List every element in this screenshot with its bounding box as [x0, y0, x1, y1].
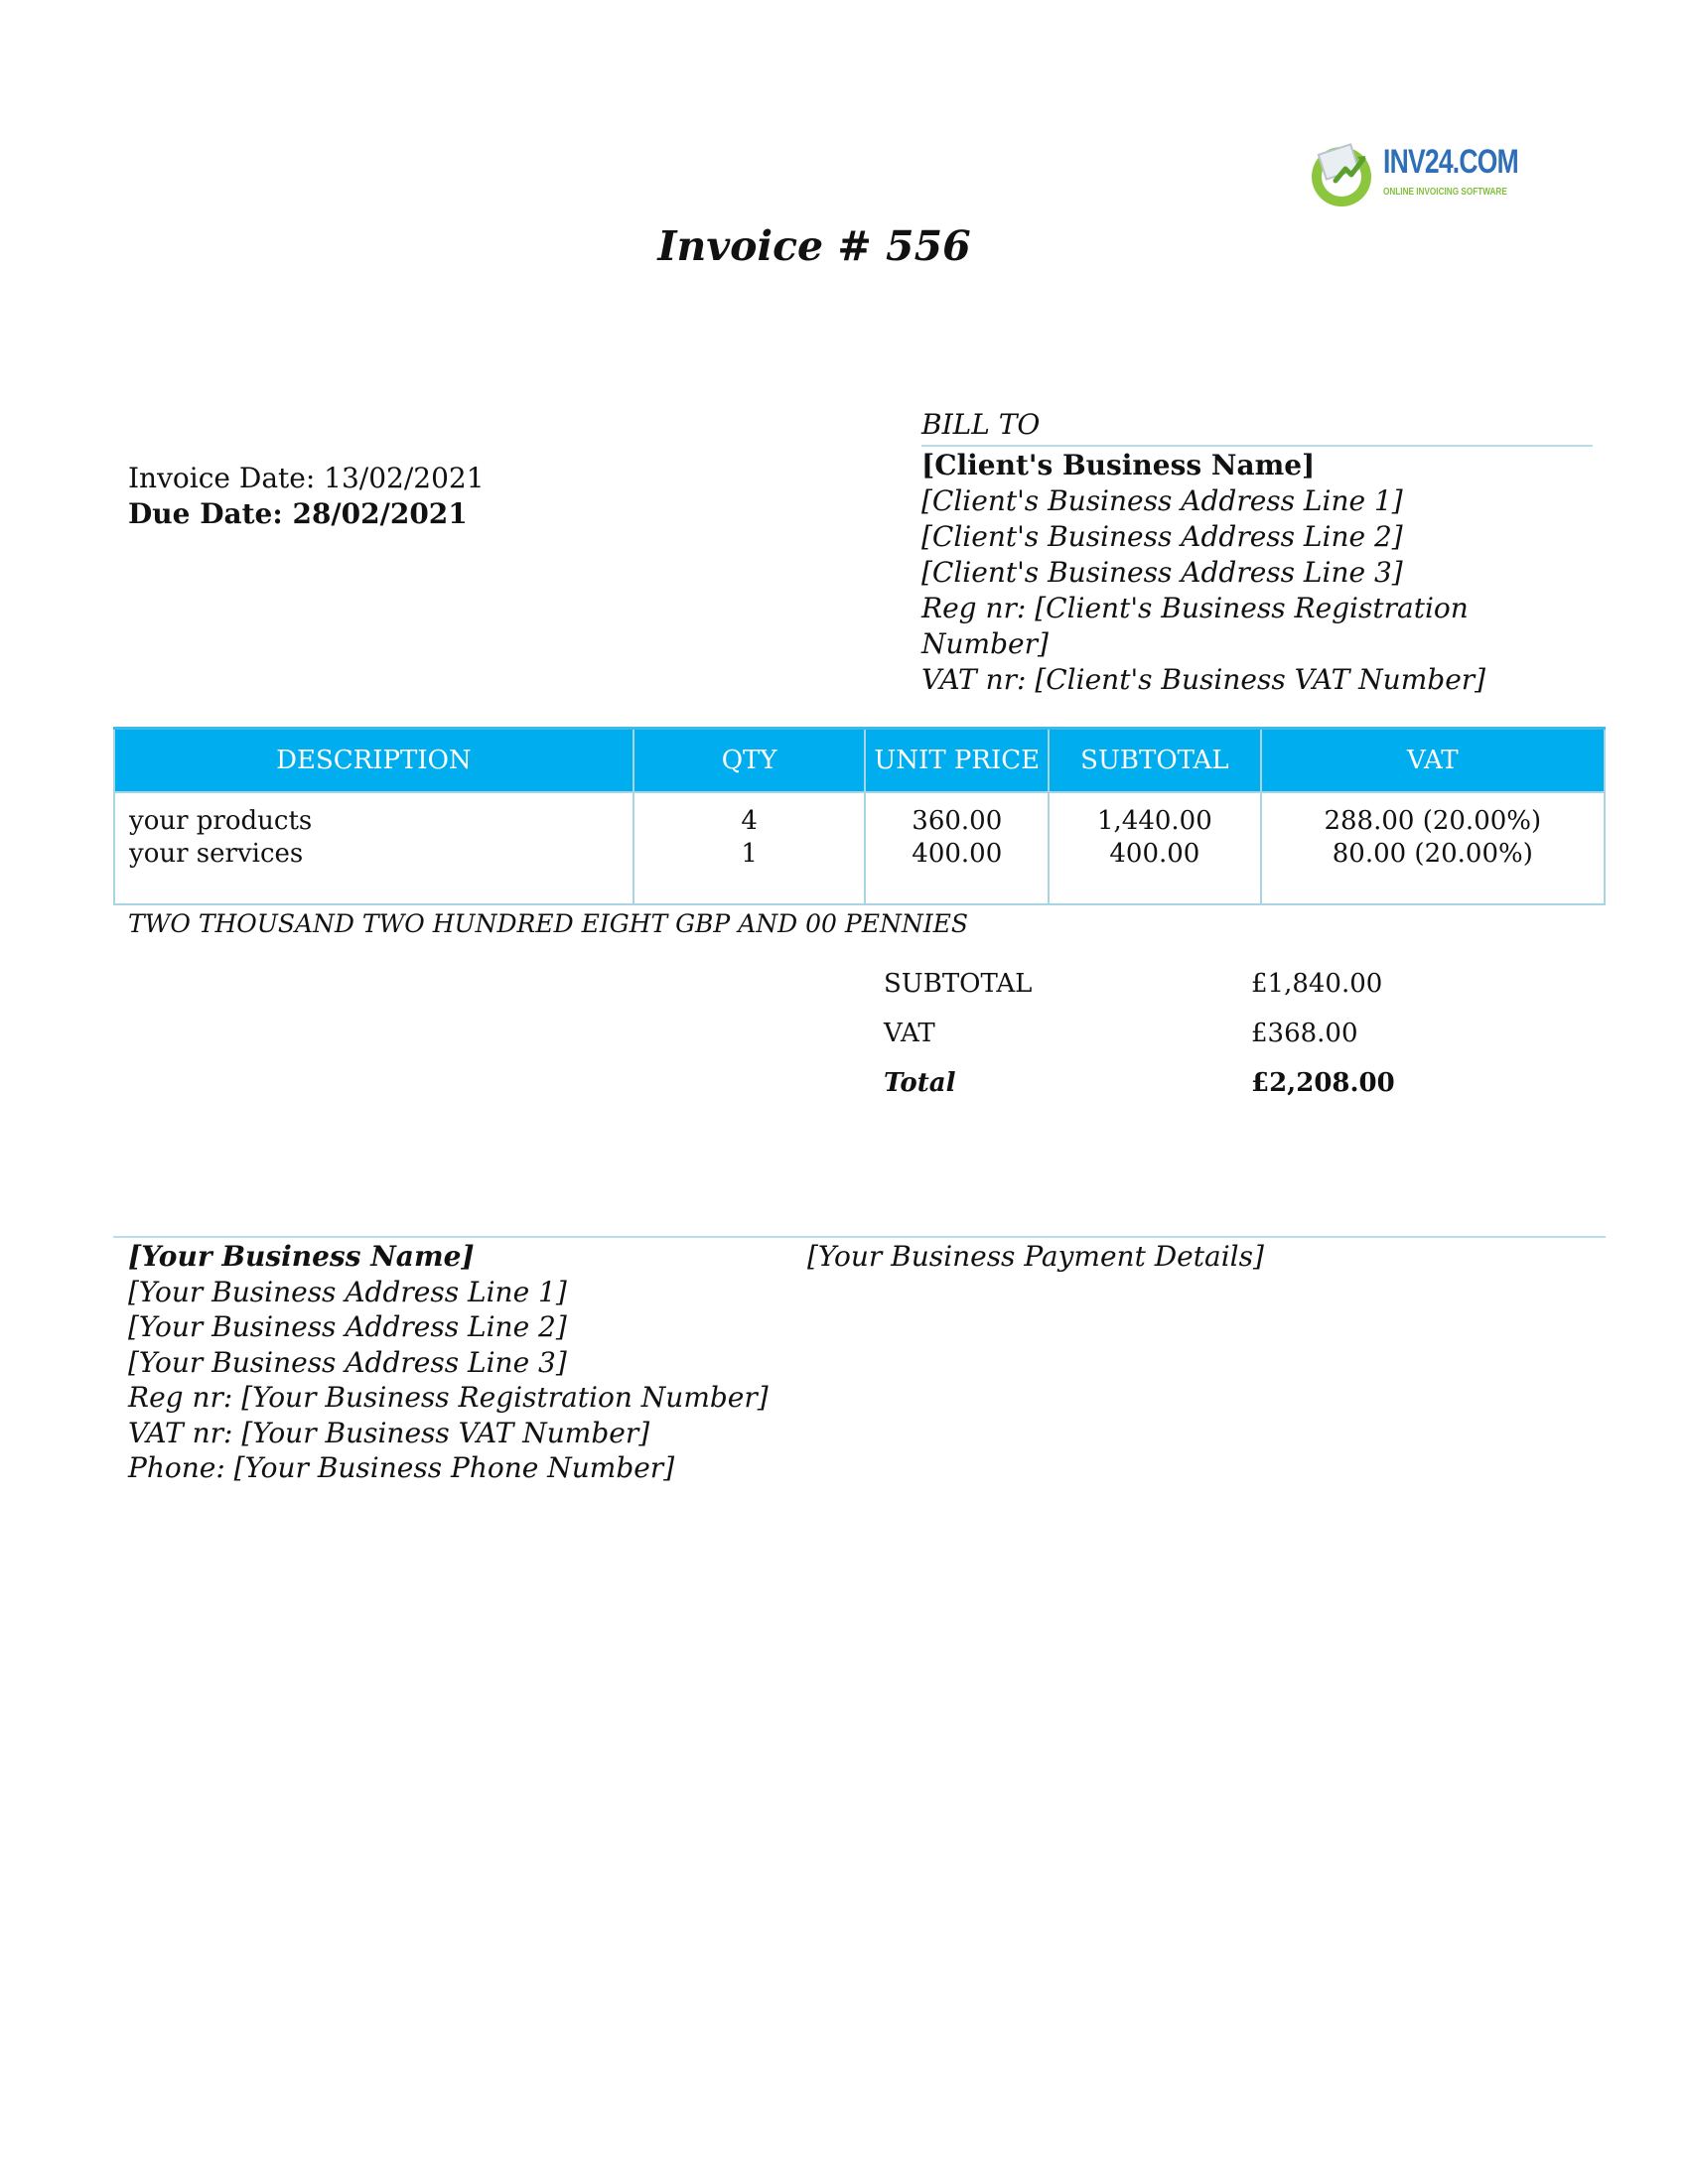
subtotal-label: SUBTOTAL — [884, 969, 1033, 999]
table-header-row — [114, 729, 1605, 793]
invoice-title-text: Invoice # 556 — [657, 222, 971, 270]
header-vat: VAT — [1261, 729, 1605, 793]
subtotal-value: £1,840.00 — [1251, 969, 1383, 999]
business-name: [Your Business Name] — [128, 1240, 475, 1273]
business-address-line-1: [Your Business Address Line 1] — [128, 1275, 567, 1308]
payment-details: [Your Business Payment Details] — [807, 1240, 1264, 1273]
invoice-date: Invoice Date: 13/02/2021 — [128, 462, 485, 494]
invoice-dates — [128, 461, 485, 532]
business-phone: Phone: [Your Business Phone Number] — [128, 1451, 675, 1484]
item-description: your services — [129, 839, 304, 869]
item-subtotal: 1,440.00 — [1096, 806, 1212, 836]
item-subtotal: 400.00 — [1109, 839, 1200, 869]
table-row — [114, 792, 1605, 904]
client-address-line-1: [Client's Business Address Line 1] — [921, 484, 1403, 517]
company-logo — [1306, 137, 1524, 216]
header-qty: QTY — [633, 729, 866, 793]
client-address-line-3: [Client's Business Address Line 3] — [921, 556, 1403, 589]
item-vat: 288.00 (20.00%) — [1324, 806, 1542, 836]
header-subtotal: SUBTOTAL — [1049, 729, 1260, 793]
item-unit-price: 360.00 — [912, 806, 1003, 836]
due-date: Due Date: 28/02/2021 — [128, 497, 468, 530]
subtotal-row — [884, 959, 1395, 1009]
cell-description — [114, 792, 633, 904]
item-description: your products — [129, 806, 313, 836]
logo-tagline: ONLINE INVOICING SOFTWARE — [1383, 187, 1507, 198]
business-reg-number: Reg nr: [Your Business Registration Number] — [128, 1381, 769, 1414]
client-reg-number: Reg nr: [Client's Business Registration Number] — [921, 592, 1469, 660]
invoice-title — [0, 222, 1688, 270]
client-name: [Client's Business Name] — [921, 449, 1316, 481]
logo-emblem-icon — [1306, 137, 1381, 212]
total-value: £2,208.00 — [1251, 1068, 1395, 1098]
cell-vat — [1261, 792, 1605, 904]
amount-in-words: TWO THOUSAND TWO HUNDRED EIGHT GBP AND 00 PENNIES — [128, 909, 968, 938]
client-address-line-2: [Client's Business Address Line 2] — [921, 520, 1403, 553]
line-items-table — [113, 727, 1606, 905]
client-vat-number: VAT nr: [Client's Business VAT Number] — [921, 663, 1486, 696]
vat-label: VAT — [884, 1019, 935, 1048]
footer-divider — [113, 1236, 1606, 1238]
business-address-line-2: [Your Business Address Line 2] — [128, 1310, 567, 1343]
cell-subtotal — [1049, 792, 1260, 904]
item-unit-price: 400.00 — [912, 839, 1003, 869]
item-qty: 4 — [741, 806, 758, 836]
header-description: DESCRIPTION — [114, 729, 633, 793]
vat-value: £368.00 — [1251, 1019, 1358, 1048]
item-qty: 1 — [741, 839, 758, 869]
totals-block — [884, 959, 1395, 1108]
business-vat-number: VAT nr: [Your Business VAT Number] — [128, 1416, 650, 1449]
bill-to-block — [921, 407, 1593, 698]
item-vat: 80.00 (20.00%) — [1332, 839, 1533, 869]
total-label: Total — [884, 1068, 956, 1098]
header-unit-price: UNIT PRICE — [865, 729, 1049, 793]
total-row — [884, 1058, 1395, 1108]
business-address-line-3: [Your Business Address Line 3] — [128, 1345, 567, 1379]
business-details — [128, 1239, 769, 1486]
cell-unit-price — [865, 792, 1049, 904]
logo-wordmark: INV24.COM — [1383, 143, 1518, 181]
vat-row — [884, 1009, 1395, 1058]
bill-to-heading: BILL TO — [921, 407, 1593, 447]
cell-qty — [633, 792, 866, 904]
